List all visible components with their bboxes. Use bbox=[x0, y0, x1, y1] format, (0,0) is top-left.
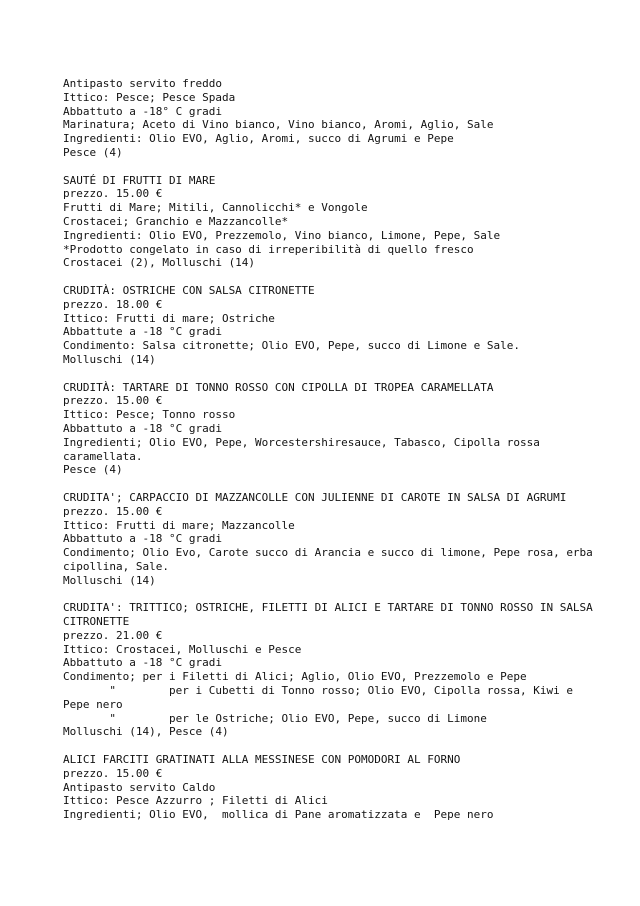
text-line: Pesce (4) bbox=[63, 463, 123, 477]
text-line: caramellata. bbox=[63, 449, 143, 463]
text-line: Ittico: Pesce; Pesce Spada bbox=[63, 90, 236, 104]
text-line: Pesce (4) bbox=[63, 145, 123, 159]
text-line: Abbattute a -18 °C gradi bbox=[63, 325, 222, 339]
text-line: ALICI FARCITI GRATINATI ALLA MESSINESE CON POMODORI AL FORNO bbox=[63, 753, 461, 767]
text-line: Ittico: Frutti di mare; Ostriche bbox=[63, 311, 275, 325]
menu-section-crudita-tartare-tonno-rosso bbox=[63, 381, 620, 478]
text-line: Molluschi (14) bbox=[63, 352, 156, 366]
text-line: Crostacei; Granchio e Mazzancolle* bbox=[63, 214, 289, 228]
text-line: prezzo. 15.00 € bbox=[63, 766, 163, 780]
text-line: Crostacei (2), Molluschi (14) bbox=[63, 256, 256, 270]
menu-section-antipasto-pesce-spada bbox=[63, 77, 620, 160]
menu-section-alici-farciti-gratinati bbox=[63, 753, 620, 822]
text-line: SAUTÉ DI FRUTTI DI MARE bbox=[63, 173, 216, 187]
text-line: Ittico: Pesce; Tonno rosso bbox=[63, 408, 236, 422]
text-line: Ittico: Frutti di mare; Mazzancolle bbox=[63, 518, 295, 532]
text-line: Frutti di Mare; Mitili, Cannolicchi* e Vongole bbox=[63, 201, 368, 215]
text-line: CRUDITÀ: TARTARE DI TONNO ROSSO CON CIPOLLA DI TROPEA CARAMELLATA bbox=[63, 380, 494, 394]
text-line: Abbattuto a -18° C gradi bbox=[63, 104, 222, 118]
text-line: Antipasto servito Caldo bbox=[63, 780, 216, 794]
text-line: " per le Ostriche; Olio EVO, Pepe, succo di Limone bbox=[63, 711, 487, 725]
text-line: prezzo. 15.00 € bbox=[63, 504, 163, 518]
text-line: prezzo. 18.00 € bbox=[63, 297, 163, 311]
text-line: Abbattuto a -18 °C gradi bbox=[63, 421, 222, 435]
text-line: prezzo. 21.00 € bbox=[63, 628, 163, 642]
text-line: Ingredienti; Olio EVO, Pepe, Worcestershiresauce, Tabasco, Cipolla rossa bbox=[63, 435, 540, 449]
text-line: prezzo. 15.00 € bbox=[63, 187, 163, 201]
text-line: CRUDITÀ: OSTRICHE CON SALSA CITRONETTE bbox=[63, 283, 315, 297]
text-line: CRUDITA'; CARPACCIO DI MAZZANCOLLE CON JULIENNE DI CAROTE IN SALSA DI AGRUMI bbox=[63, 490, 567, 504]
text-line: *Prodotto congelato in caso di irreperibilità di quello fresco bbox=[63, 242, 474, 256]
text-line: prezzo. 15.00 € bbox=[63, 394, 163, 408]
text-line: Pepe nero bbox=[63, 697, 123, 711]
text-line: Marinatura; Aceto di Vino bianco, Vino bianco, Aromi, Aglio, Sale bbox=[63, 118, 494, 132]
text-line: Molluschi (14) bbox=[63, 573, 156, 587]
menu-section-crudita-carpaccio-mazzancolle bbox=[63, 491, 620, 588]
text-line: Molluschi (14), Pesce (4) bbox=[63, 725, 229, 739]
text-line: CRUDITA': TRITTICO; OSTRICHE, FILETTI DI ALICI E TARTARE DI TONNO ROSSO IN SALSA bbox=[63, 601, 593, 615]
menu-section-crudita-trittico bbox=[63, 601, 620, 739]
document-body bbox=[63, 77, 620, 822]
text-line: Condimento; Olio Evo, Carote succo di Arancia e succo di limone, Pepe rosa, erba bbox=[63, 546, 593, 560]
text-line: Ittico: Pesce Azzurro ; Filetti di Alici bbox=[63, 794, 328, 808]
text-line: Condimento; per i Filetti di Alici; Aglio, Olio EVO, Prezzemolo e Pepe bbox=[63, 670, 527, 684]
text-line: Condimento: Salsa citronette; Olio EVO, Pepe, succo di Limone e Sale. bbox=[63, 339, 520, 353]
text-line: Ittico: Crostacei, Molluschi e Pesce bbox=[63, 642, 302, 656]
text-line: cipollina, Sale. bbox=[63, 559, 169, 573]
text-line: Antipasto servito freddo bbox=[63, 77, 222, 90]
text-line: CITRONETTE bbox=[63, 615, 130, 629]
text-line: Ingredienti: Olio EVO, Prezzemolo, Vino bianco, Limone, Pepe, Sale bbox=[63, 228, 501, 242]
menu-section-saute-di-frutti-di-mare bbox=[63, 174, 620, 271]
menu-section-crudita-ostriche-citronette bbox=[63, 284, 620, 367]
text-line: Abbattuto a -18 °C gradi bbox=[63, 532, 222, 546]
text-line: Ingredienti; Olio EVO, mollica di Pane aromatizzata e Pepe nero bbox=[63, 808, 494, 822]
text-line: Abbattuto a -18 °C gradi bbox=[63, 656, 222, 670]
text-line: " per i Cubetti di Tonno rosso; Olio EVO, Cipolla rossa, Kiwi e bbox=[63, 684, 573, 698]
text-line: Ingredienti: Olio EVO, Aglio, Aromi, succo di Agrumi e Pepe bbox=[63, 132, 454, 146]
